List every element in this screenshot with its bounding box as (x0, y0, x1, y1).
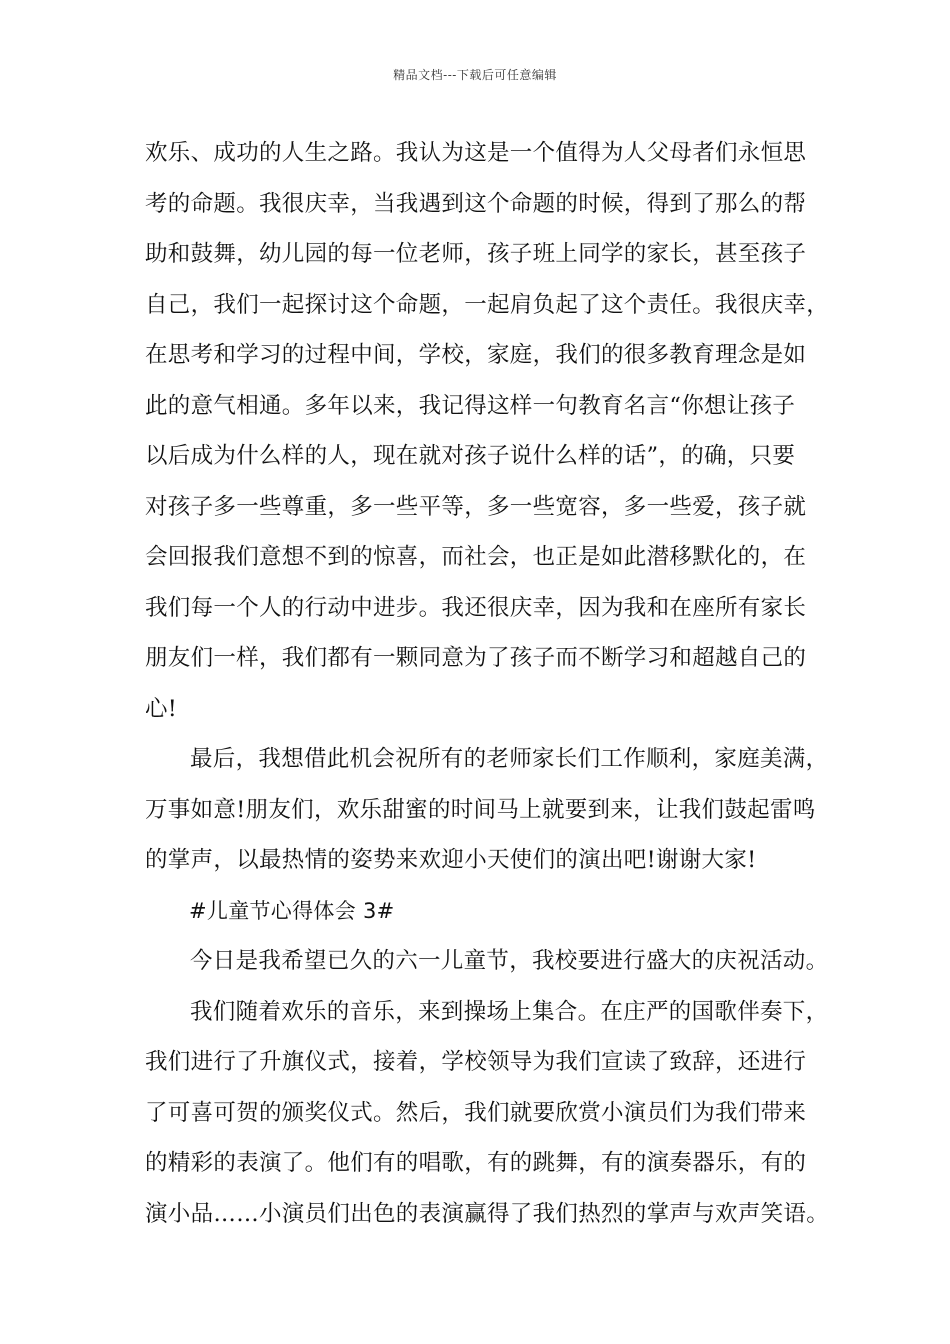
text-line: 助和鼓舞，幼儿园的每一位老师，孩子班上同学的家长，甚至孩子 (145, 241, 807, 267)
paragraph-start-line: 最后，我想借此机会祝所有的老师家长们工作顺利，家庭美满， (190, 746, 829, 772)
text-line: 了可喜可贺的颁奖仪式。然后，我们就要欣赏小演员们为我们带来 (145, 1099, 807, 1126)
text-line: 演小品……小演员们出色的表演赢得了我们热烈的掌声与欢声笑语。 (145, 1200, 830, 1227)
text-line: 以后成为什么样的人，现在就对孩子说什么样的话”，的确，只要 (145, 443, 796, 469)
document-body (145, 128, 830, 1239)
page-header: 精品文档---下载后可任意编辑 (393, 68, 557, 82)
text-line: 在思考和学习的过程中间，学校，家庭，我们的很多教育理念是如 (145, 342, 807, 368)
text-line: 心! (145, 695, 178, 722)
section-heading: #儿童节心得体会 3# (189, 898, 395, 923)
text-line: 的精彩的表演了。他们有的唱歌，有的跳舞，有的演奏器乐，有的 (145, 1150, 807, 1176)
text-line: 朋友们一样，我们都有一颗同意为了孩子而不断学习和超越自己的 (145, 645, 807, 671)
text-line: 考的命题。我很庆幸，当我遇到这个命题的时候，得到了那么的帮 (145, 190, 807, 217)
text-line: 欢乐、成功的人生之路。我认为这是一个值得为人父母者们永恒思 (145, 140, 807, 166)
paragraph-start-line: 我们随着欢乐的音乐，来到操场上集合。在庄严的国歌伴奏下， (190, 998, 829, 1025)
text-line: 会回报我们意想不到的惊喜，而社会，也正是如此潜移默化的，在 (145, 544, 807, 570)
text-line: 我们进行了升旗仪式，接着，学校领导为我们宣读了致辞，还进行 (145, 1049, 807, 1075)
text-line: 自己，我们一起探讨这个命题，一起肩负起了这个责任。我很庆幸， (145, 291, 830, 318)
paragraph-start-line: 今日是我希望已久的六一儿童节，我校要进行盛大的庆祝活动。 (190, 948, 829, 974)
text-line: 我们每一个人的行动中进步。我还很庆幸，因为我和在座所有家长 (145, 594, 807, 621)
text-line: 对孩子多一些尊重，多一些平等，多一些宽容，多一些爱，孩子就 (145, 493, 807, 520)
text-line: 的掌声，以最热情的姿势来欢迎小天使们的演出吧!谢谢大家! (145, 847, 757, 873)
text-line: 此的意气相通。多年以来，我记得这样一句教育名言“你想让孩子 (145, 392, 796, 419)
text-line: 万事如意!朋友们，欢乐甜蜜的时间马上就要到来，让我们鼓起雷鸣 (145, 796, 816, 823)
